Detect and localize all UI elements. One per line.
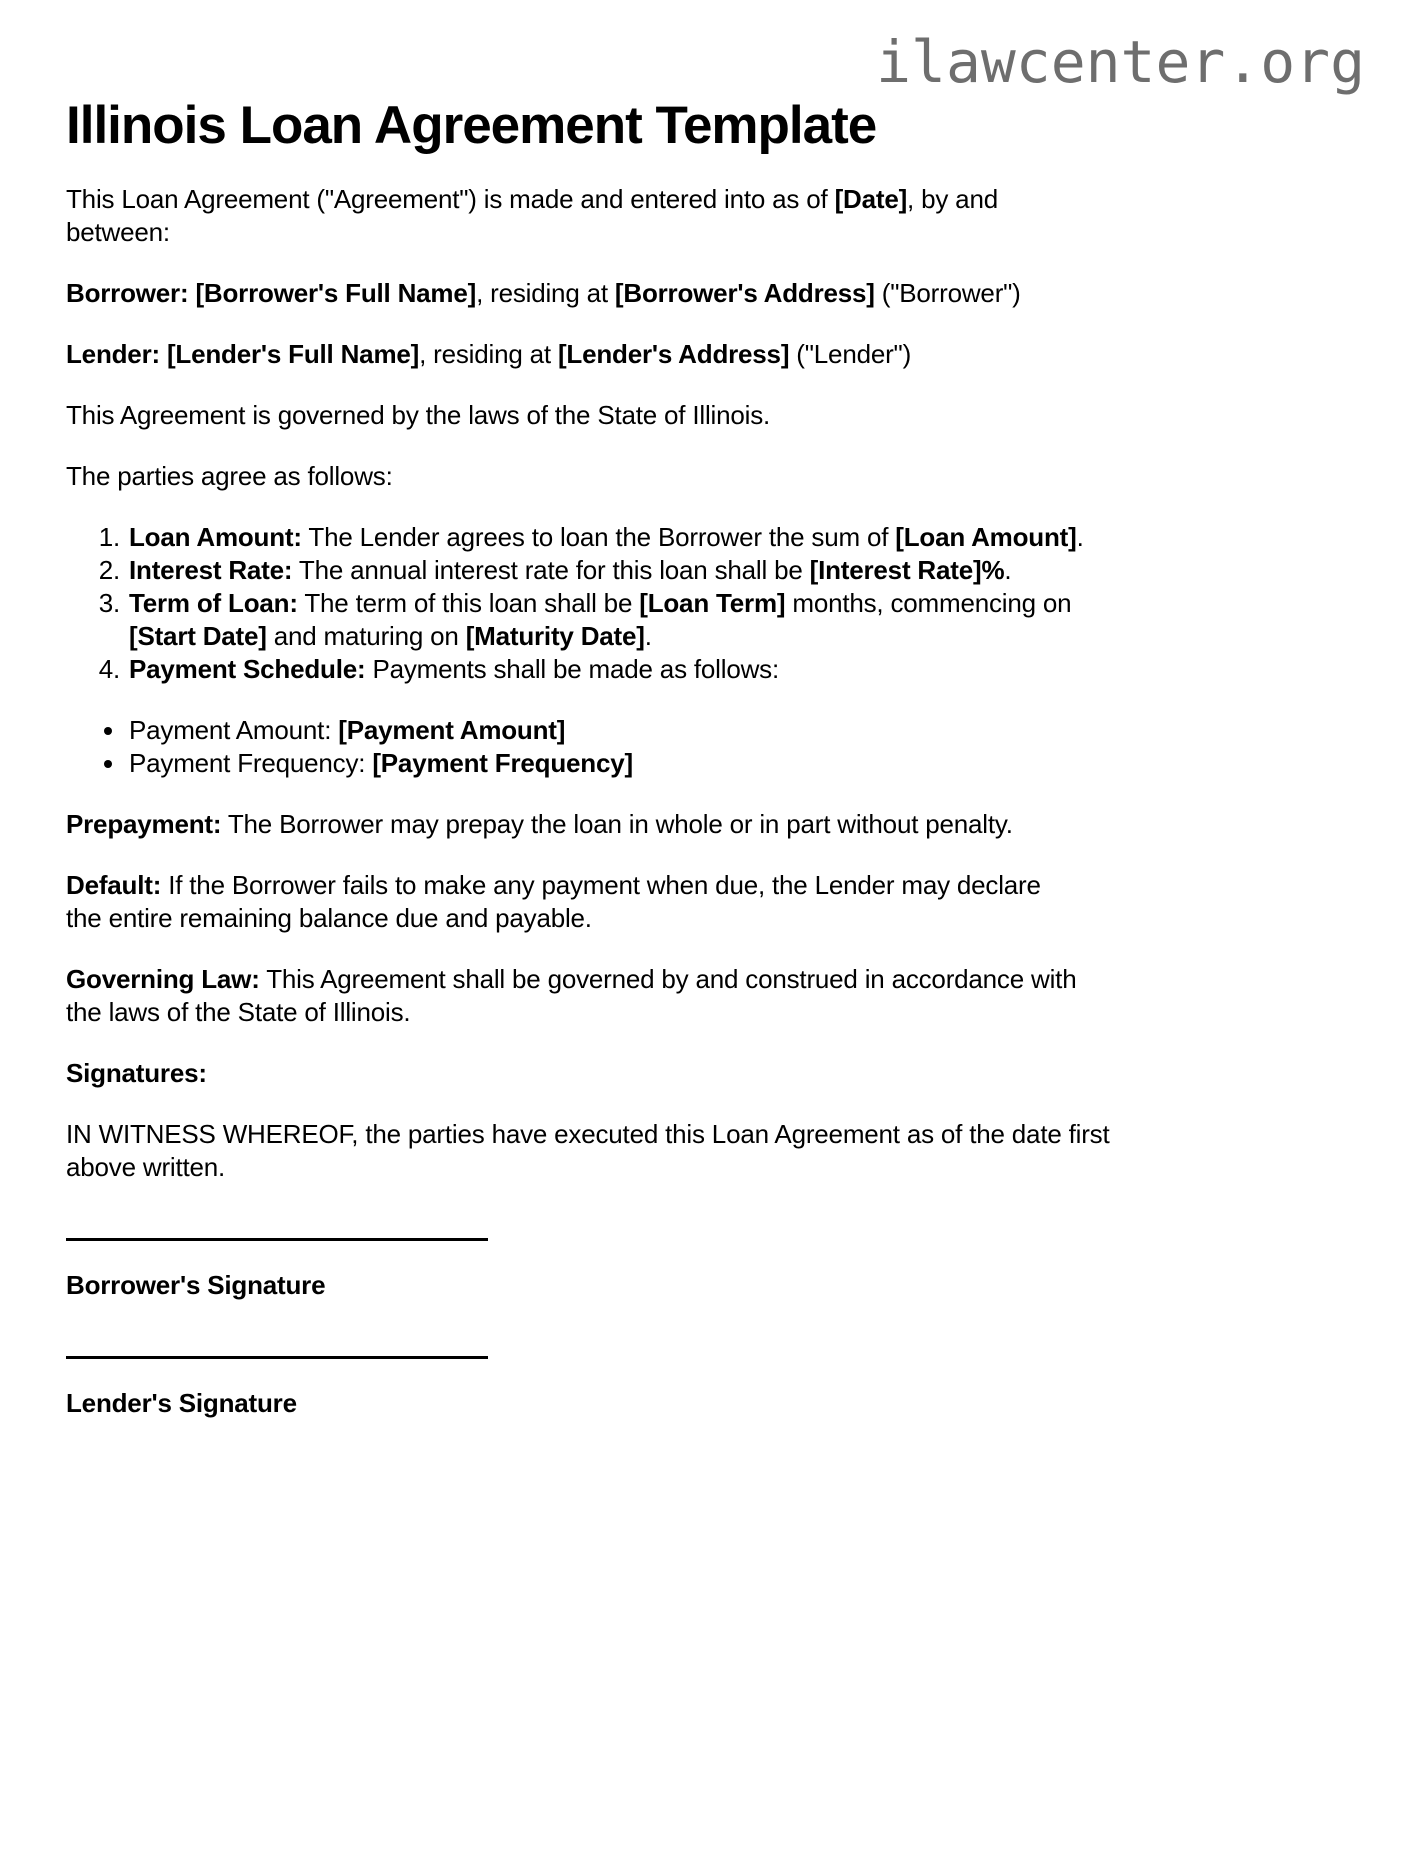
borrower-paragraph bbox=[66, 277, 1286, 310]
text-run: , residing at bbox=[419, 339, 558, 370]
text-run: the laws of the State of Illinois. bbox=[66, 997, 411, 1028]
text-run: . bbox=[644, 621, 652, 652]
text-run: This Agreement shall be governed by and construed in accordance with bbox=[259, 964, 1077, 995]
text-run: The parties agree as follows: bbox=[66, 461, 393, 492]
bold-text-run: Term of Loan: bbox=[129, 588, 298, 619]
text-run: between: bbox=[66, 217, 170, 248]
text-run: If the Borrower fails to make any payment when due, the Lender may declare bbox=[161, 870, 1041, 901]
parties-agree-statement bbox=[66, 460, 1286, 493]
text-run: months, commencing on bbox=[785, 588, 1072, 619]
bold-text-run: [Start Date] bbox=[129, 621, 267, 652]
bold-text-run: Interest Rate: bbox=[129, 555, 293, 586]
bold-text-run: Borrower's Signature bbox=[66, 1270, 326, 1301]
bold-text-run: [Maturity Date] bbox=[465, 621, 645, 652]
bold-text-run: Payment Schedule: bbox=[129, 654, 366, 685]
list-item bbox=[127, 653, 1286, 686]
site-watermark: ilawcenter.org bbox=[876, 28, 1365, 96]
text-run: The Lender agrees to loan the Borrower the sum of bbox=[301, 522, 896, 553]
text-run: The term of this loan shall be bbox=[297, 588, 640, 619]
bold-text-run: Signatures: bbox=[66, 1058, 207, 1089]
text-run: . bbox=[1076, 522, 1084, 553]
default-clause bbox=[66, 869, 1286, 935]
text-run: above written. bbox=[66, 1152, 226, 1183]
bold-text-run: Loan Amount: bbox=[129, 522, 302, 553]
bold-text-run: [Interest Rate]% bbox=[809, 555, 1005, 586]
text-run: ("Borrower") bbox=[874, 278, 1021, 309]
page-title: Illinois Loan Agreement Template bbox=[66, 95, 877, 155]
bold-text-run: [Loan Amount] bbox=[895, 522, 1077, 553]
text-run: Payment Amount: bbox=[129, 715, 339, 746]
bold-text-run: [Lender's Address] bbox=[557, 339, 790, 370]
list-item bbox=[127, 521, 1286, 554]
borrower-signature-label bbox=[66, 1269, 1286, 1302]
text-run: . bbox=[1004, 555, 1012, 586]
signatures-heading bbox=[66, 1057, 1286, 1090]
text-run: Payment Frequency: bbox=[129, 748, 373, 779]
governing-law-clause bbox=[66, 963, 1286, 1029]
text-run: the entire remaining balance due and payable. bbox=[66, 903, 592, 934]
list-item bbox=[127, 714, 1286, 747]
lender-signature-label bbox=[66, 1387, 1286, 1420]
borrower-signature-line bbox=[66, 1212, 488, 1241]
bold-text-run: [Borrower's Address] bbox=[614, 278, 875, 309]
prepayment-clause bbox=[66, 808, 1286, 841]
bold-text-run: Prepayment: bbox=[66, 809, 222, 840]
terms-list bbox=[66, 521, 1286, 686]
text-run: ("Lender") bbox=[789, 339, 912, 370]
list-item bbox=[127, 554, 1286, 587]
bold-text-run: Governing Law: bbox=[66, 964, 260, 995]
text-run: , by and bbox=[907, 184, 998, 215]
document-body bbox=[66, 183, 1286, 1420]
list-item bbox=[127, 747, 1286, 780]
text-run: Payments shall be made as follows: bbox=[365, 654, 779, 685]
document-page bbox=[0, 28, 1411, 1858]
text-run: This Loan Agreement ("Agreement") is made and entered into as of bbox=[66, 184, 835, 215]
lender-paragraph bbox=[66, 338, 1286, 371]
bold-text-run: [Date] bbox=[834, 184, 908, 215]
lender-signature-line bbox=[66, 1330, 488, 1359]
bold-text-run: Borrower: [Borrower's Full Name] bbox=[66, 278, 477, 309]
bold-text-run: [Loan Term] bbox=[639, 588, 786, 619]
text-run: The annual interest rate for this loan shall be bbox=[292, 555, 810, 586]
payment-details-list bbox=[66, 714, 1286, 780]
bold-text-run: Default: bbox=[66, 870, 162, 901]
text-run: , residing at bbox=[476, 278, 615, 309]
governing-statement bbox=[66, 399, 1286, 432]
bold-text-run: [Payment Amount] bbox=[338, 715, 566, 746]
bold-text-run: Lender: [Lender's Full Name] bbox=[66, 339, 420, 370]
text-run: and maturing on bbox=[266, 621, 466, 652]
text-run: IN WITNESS WHEREOF, the parties have executed this Loan Agreement as of the date first bbox=[66, 1119, 1110, 1150]
text-run: This Agreement is governed by the laws of the State of Illinois. bbox=[66, 400, 771, 431]
text-run: The Borrower may prepay the loan in whole or in part without penalty. bbox=[221, 809, 1013, 840]
witness-clause bbox=[66, 1118, 1286, 1184]
list-item bbox=[127, 587, 1286, 653]
bold-text-run: [Payment Frequency] bbox=[372, 748, 633, 779]
bold-text-run: Lender's Signature bbox=[66, 1388, 297, 1419]
intro-paragraph bbox=[66, 183, 1286, 249]
